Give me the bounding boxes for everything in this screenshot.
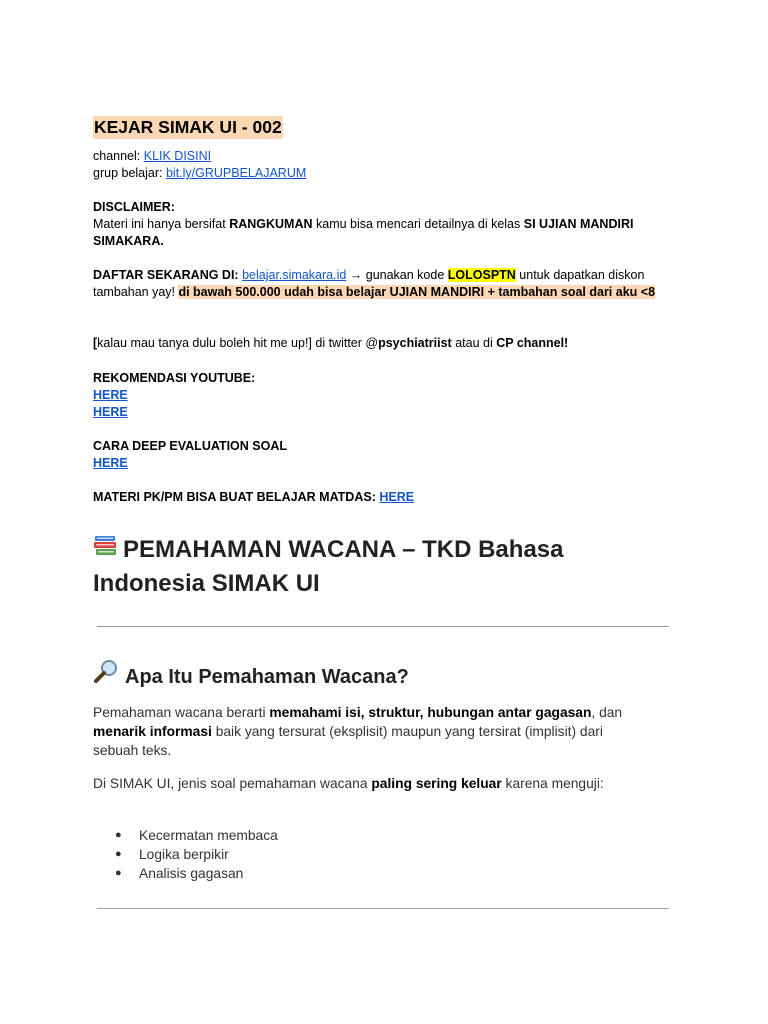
para-2-a: Di SIMAK UI, jenis soal pemahaman wacana <box>93 776 372 791</box>
contact-text-1: kalau mau tanya dulu boleh hit me up!] di twitter @ <box>97 336 379 350</box>
deep-eval-heading: CARA DEEP EVALUATION SOAL <box>93 439 287 453</box>
disclaimer-heading: DISCLAIMER: <box>93 200 175 214</box>
books-icon <box>93 533 123 567</box>
title-block <box>93 116 283 139</box>
bullet-dot-icon: ● <box>115 829 122 841</box>
daftar-label: DAFTAR SEKARANG DI: <box>93 268 243 282</box>
materi-block <box>93 489 675 506</box>
bullet-text: Logika berpikir <box>139 847 229 862</box>
para-2-c: karena menguji: <box>501 776 604 791</box>
disclaimer-block <box>93 199 675 250</box>
disclaimer-bold-1: RANGKUMAN <box>229 217 313 231</box>
list-item <box>93 864 278 883</box>
daftar-text-2: untuk dapatkan diskon tambahan yay! <box>93 268 645 299</box>
section-1-heading <box>93 533 675 601</box>
paragraph-1 <box>93 703 633 760</box>
channel-line <box>93 148 675 165</box>
channel-link[interactable]: KLIK DISINI <box>143 149 212 163</box>
bullet-dot-icon: ● <box>115 867 122 879</box>
list-item <box>93 826 278 845</box>
divider-1 <box>97 626 669 627</box>
materi-label: MATERI PK/PM BISA BUAT BELAJAR MATDAS: <box>93 490 380 504</box>
group-link[interactable]: bit.ly/GRUPBELAJARUM <box>165 166 307 180</box>
magnifier-icon <box>93 659 125 691</box>
promo-code: LOLOSPTN <box>447 268 516 282</box>
para-1-c: , dan <box>591 705 623 720</box>
daftar-highlight: di bawah 500.000 udah bisa belajar UJIAN MANDIRI + tambahan soal dari aku <8 <box>178 285 656 299</box>
divider-2 <box>97 908 669 909</box>
para-2-b: paling sering keluar <box>371 776 502 791</box>
channel-label: channel: <box>93 149 144 163</box>
contact-bracket: [ <box>93 336 98 350</box>
bullet-dot-icon: ● <box>115 848 122 860</box>
twitter-handle: psychiatriist <box>378 336 452 350</box>
section-2-heading <box>93 659 675 691</box>
contact-block <box>93 335 675 352</box>
deep-eval-block <box>93 438 675 472</box>
bullet-text: Analisis gagasan <box>139 866 244 881</box>
section-2-title: Apa Itu Pemahaman Wacana? <box>125 666 409 688</box>
disclaimer-text <box>93 216 675 250</box>
bullet-text: Kecermatan membaca <box>139 828 278 843</box>
rekomendasi-heading: REKOMENDASI YOUTUBE: <box>93 371 256 385</box>
materi-link[interactable]: HERE <box>379 490 415 504</box>
group-line <box>93 165 675 182</box>
disclaimer-text-1: Materi ini hanya bersifat <box>93 217 230 231</box>
youtube-link-2[interactable]: HERE <box>93 405 128 419</box>
group-label: grup belajar: <box>93 166 166 180</box>
daftar-link[interactable]: belajar.simakara.id <box>242 268 347 282</box>
para-1-d: menarik informasi <box>93 724 212 739</box>
cp-channel: CP channel! <box>496 336 569 350</box>
para-1-e: baik yang tersurat (eksplisit) maupun yang tersirat (implisit) dari sebuah teks. <box>93 724 603 758</box>
list-item <box>93 845 278 864</box>
daftar-block <box>93 267 675 301</box>
para-1-b: memahami isi, struktur, hubungan antar gagasan <box>269 705 592 720</box>
section-1-title: PEMAHAMAN WACANA – TKD Bahasa Indonesia SIMAK UI <box>93 536 564 597</box>
disclaimer-bold-2: SI UJIAN MANDIRI SIMAKARA. <box>93 217 634 248</box>
para-1-a: Pemahaman wacana berarti <box>93 705 270 720</box>
bullet-list <box>93 826 278 883</box>
paragraph-2 <box>93 774 633 793</box>
document-title: KEJAR SIMAK UI - 002 <box>94 117 282 137</box>
disclaimer-text-2: kamu bisa mencari detailnya di kelas <box>312 217 524 231</box>
daftar-text-1: → gunakan kode <box>346 268 448 282</box>
rekomendasi-block <box>93 370 675 421</box>
youtube-link-1[interactable]: HERE <box>93 388 128 402</box>
deep-eval-link[interactable]: HERE <box>93 456 128 470</box>
contact-text-2: atau di <box>451 336 497 350</box>
